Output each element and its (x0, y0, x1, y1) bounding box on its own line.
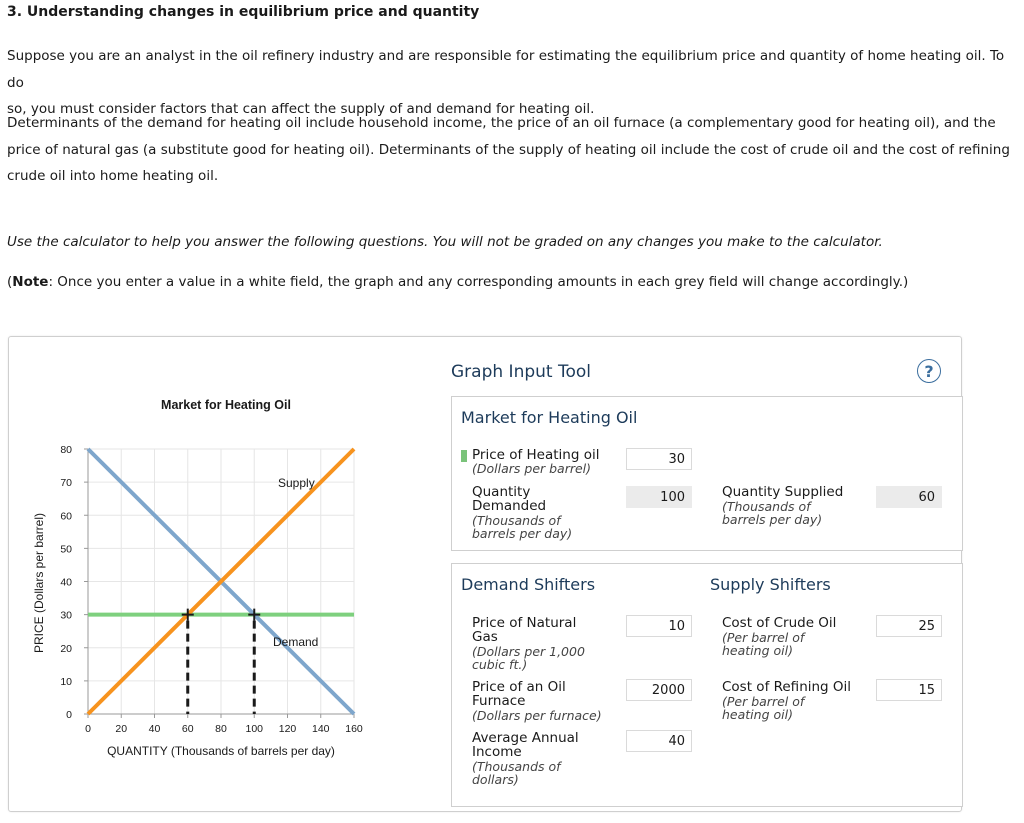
natural-gas-label-2: Gas (472, 629, 498, 645)
y-tick-label-30: 30 (60, 609, 72, 622)
y-tick-label-40: 40 (60, 576, 72, 589)
crude-oil-unit-1: (Per barrel of (722, 630, 805, 645)
question-heading: 3. Understanding changes in equilibrium price and quantity (7, 4, 480, 20)
income-label-2: Income (472, 744, 522, 760)
note-text (7, 269, 908, 296)
shifters-panel (451, 563, 963, 807)
quantity-supplied-unit-1: (Thousands of (722, 499, 811, 514)
quantity-demanded-value: 100 (626, 486, 692, 508)
x-tick-label-60: 60 (181, 723, 194, 735)
y-tick-label-80: 80 (60, 444, 72, 456)
oil-furnace-label-1: Price of an Oil (472, 679, 566, 695)
note-body: : Once you enter a value in a white field, the graph and any corresponding amounts in each grey field will change accordingly.) (48, 274, 909, 290)
determinants-line-3: crude oil into home heating oil. (7, 168, 219, 184)
price-unit: (Dollars per barrel) (472, 461, 592, 476)
price-legend-swatch (461, 450, 467, 466)
chart-title: Market for Heating Oil (161, 398, 291, 412)
natural-gas-unit-1: (Dollars per 1,000 (472, 644, 585, 659)
y-tick-label-20: 20 (60, 642, 72, 655)
determinants-paragraph (7, 110, 1010, 190)
chart-svg (9, 337, 449, 807)
note-open: ( (7, 274, 13, 290)
oil-furnace-input[interactable]: 2000 (626, 679, 692, 701)
x-axis-label: QUANTITY (Thousands of barrels per day) (107, 744, 335, 758)
determinants-line-2: price of natural gas (a substitute good for heating oil). Determinants of the supply of heating oil include the cost of crude oil and the cost of refining (7, 141, 1010, 158)
intro-line-1: Suppose you are an analyst in the oil refinery industry and are responsible for estimating the equilibrium price and quantity of home heating oil. To do (7, 48, 1005, 91)
x-tick-label-20: 20 (115, 723, 128, 735)
help-button[interactable]: ? (917, 359, 941, 383)
quantity-supplied-value: 60 (876, 486, 942, 508)
market-panel-title: Market for Heating Oil (461, 408, 638, 427)
income-unit-2: dollars) (472, 772, 519, 787)
market-panel (451, 396, 963, 551)
income-input[interactable]: 40 (626, 730, 692, 752)
x-tick-label-140: 140 (311, 723, 330, 735)
crude-oil-unit-2: heating oil) (722, 643, 793, 658)
natural-gas-input[interactable]: 10 (626, 615, 692, 637)
supply-shifters-title: Supply Shifters (710, 575, 831, 594)
x-tick-label-100: 100 (245, 723, 264, 735)
quantity-demanded-label-2: Demanded (472, 498, 547, 514)
oil-furnace-label-2: Furnace (472, 693, 526, 709)
y-tick-label-0: 0 (66, 709, 72, 721)
crude-oil-label: Cost of Crude Oil (722, 615, 837, 631)
price-label: Price of Heating oil (472, 447, 600, 463)
quantity-supplied-label: Quantity Supplied (722, 484, 844, 500)
oil-furnace-unit: (Dollars per furnace) (472, 708, 602, 723)
income-label-1: Average Annual (472, 730, 579, 746)
quantity-demanded-unit-2: barrels per day) (472, 526, 573, 541)
graph-input-tool-title: Graph Input Tool (451, 362, 591, 382)
price-input[interactable]: 30 (626, 448, 692, 470)
y-tick-label-10: 10 (60, 675, 72, 688)
x-tick-label-120: 120 (278, 723, 297, 735)
y-tick-label-50: 50 (60, 543, 72, 556)
refining-unit-2: heating oil) (722, 707, 793, 722)
quantity-demanded-label-1: Quantity (472, 484, 531, 500)
y-axis-label: PRICE (Dollars per barrel) (32, 512, 46, 654)
crude-oil-input[interactable]: 25 (876, 615, 942, 637)
x-tick-label-80: 80 (215, 723, 227, 735)
refining-unit-1: (Per barrel of (722, 694, 805, 709)
demand-curve-label: Demand (273, 635, 319, 649)
y-tick-label-70: 70 (60, 477, 72, 490)
natural-gas-label-1: Price of Natural (472, 615, 577, 631)
refining-input[interactable]: 15 (876, 679, 942, 701)
intro-line-2: so, you must consider factors that can affect the supply of and demand for heating oil. (7, 101, 595, 117)
refining-label: Cost of Refining Oil (722, 679, 852, 695)
determinants-line-1: Determinants of the demand for heating oil include household income, the price of an oil furnace (a complementary good for heating oil), and the (7, 115, 996, 131)
x-tick-label-40: 40 (148, 723, 161, 735)
note-bold: Note (12, 274, 49, 290)
supply-curve-label: Supply (278, 476, 315, 490)
quantity-demanded-unit-1: (Thousands of (472, 513, 561, 528)
demand-shifters-title: Demand Shifters (461, 575, 596, 594)
x-tick-label-0: 0 (85, 723, 91, 735)
calculator-panel (8, 336, 962, 812)
natural-gas-unit-2: cubic ft.) (472, 657, 528, 672)
quantity-supplied-unit-2: barrels per day) (722, 512, 823, 527)
calculator-instruction: Use the calculator to help you answer the following questions. You will not be graded on any changes you make to the calculator. (7, 234, 883, 250)
income-unit-1: (Thousands of (472, 759, 561, 774)
y-tick-label-60: 60 (60, 510, 72, 523)
x-tick-label-160: 160 (345, 723, 363, 735)
